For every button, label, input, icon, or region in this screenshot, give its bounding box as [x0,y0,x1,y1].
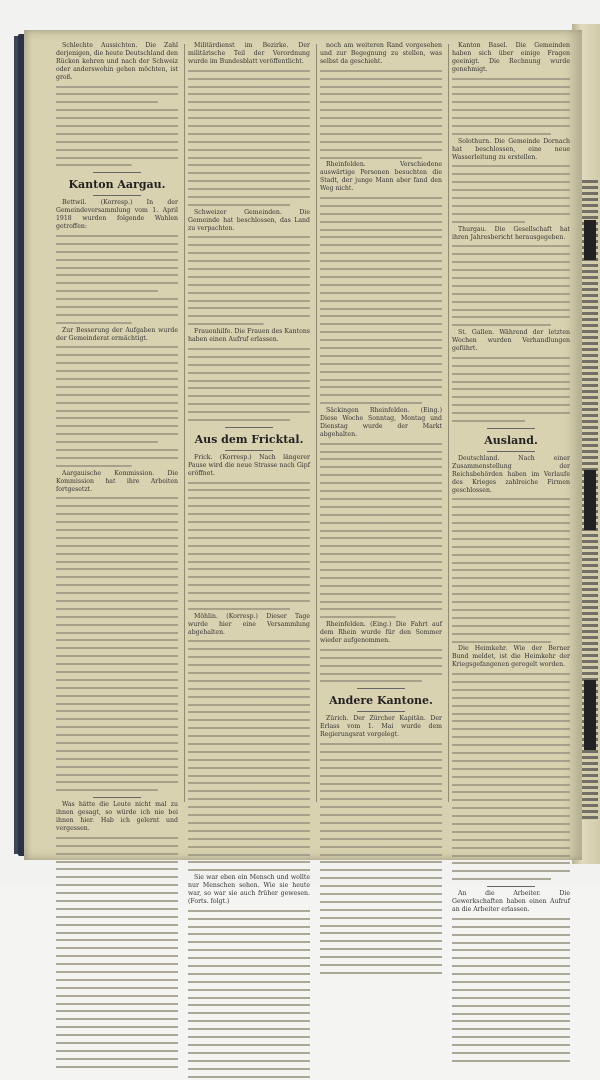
column-4 [452,42,570,913]
section-heading: Andere Kantone. [329,694,433,708]
section-heading: Ausland. [484,433,538,447]
divider [487,451,534,452]
article-text: Solothurn. Die Gemeinde Dornach hat beschlossen, eine neue Wasserleitung zu erstellen. [452,137,570,161]
column-rule [316,44,317,802]
article-text: Zur Besserung der Aufgaben wurde der Gemeinderat ermächtigt. [56,326,178,342]
divider [93,797,142,798]
article-text: Säckingen Rheinfelden. (Eing.) Diese Woche Sonntag, Montag und Dienstag wurde der Markt abgehalten. [320,407,442,438]
article-text: Kanton Basel. Die Gemeinden haben sich über einige Fragen geeinigt. Die Rechnung wurde genehmigt. [452,42,570,73]
article-text: Schweizer Gemeinden. Die Gemeinde hat beschlossen, das Land zu verpachten. [188,208,310,232]
divider [225,450,274,451]
facing-page-ad-block [584,680,596,750]
article-text: Deutschland. Nach einer Zusammenstellung der Reichsbehörden haben im Verlaufe des Krieges zahlreiche Firmen geschlossen. [452,454,570,494]
divider [357,711,406,712]
article-text: Die Heimkehr. Wie der Berner Bund meldet, ist die Heimkehr der Kriegsgefangenen geregelt worden. [452,645,570,669]
article-text: Sie war eben ein Mensch und wollte nur Menschen sehen. Wie sie heute war, so war sie auch früher gewesen. (Forts. folgt.) [188,874,310,905]
article-text: Bettwil. (Korresp.) In der Gemeindeversammlung vom 1. April 1918 wurden folgende Wahlen getroffen: [56,199,178,231]
divider [487,428,534,429]
section-heading: Kanton Aargau. [68,178,166,192]
article-text: Militärdienst im Bezirke. Der militärische Teil der Verordnung wurde im Bundesblatt veröffentlicht. [188,42,310,65]
facing-page-ad-block [584,220,596,260]
article-text: Schlechte Aussichten. Die Zahl derjenigen, die heute Deutschland den Rücken kehren und nach der Schweiz oder anderswohin gehen möchten, ist groß. [56,42,178,81]
article-text: Aargauische Kommission. Die Kommission hat ihre Arbeiten fortgesetzt. [56,469,178,493]
article-text: noch am weiteren Rand vorgesehen und zur Begegnung zu stellen, was selbst da geschieht. [320,42,442,65]
column-rule [184,44,185,802]
article-text: Thurgau. Die Gesellschaft hat ihren Jahresbericht herausgegeben. [452,225,570,241]
column-3 [320,42,442,802]
article-text: An die Arbeiter. Die Gewerkschaften haben einen Aufruf an die Arbeiter erlassen. [452,890,570,913]
divider [93,195,142,196]
divider [93,172,142,173]
facing-page-ad-block [584,470,596,530]
divider [487,886,534,887]
article-text: St. Gallen. Während der letzten Wochen wurden Verhandlungen geführt. [452,329,570,353]
divider [357,688,406,689]
article-text: Möhlin. (Korresp.) Dieser Tage wurde hier eine Versammlung abgehalten. [188,612,310,636]
article-text: Rheinfelden. Verschiedene auswärtige Personen besuchten die Stadt, der junge Mann aber fand den Weg nicht. [320,161,442,193]
article-text: Frauenhilfe. Die Frauen des Kantons haben einen Aufruf erlassen. [188,328,310,344]
column-rule [448,44,449,802]
divider [225,427,274,428]
section-heading: Aus dem Fricktal. [194,432,304,446]
column-2 [188,42,310,905]
column-1 [56,42,178,832]
article-text: Frick. (Korresp.) Nach längerer Pause wird die neue Strasse nach Gipf eröffnet. [188,453,310,477]
article-text: Rheinfelden. (Eing.) Die Fahrt auf dem Rhein wurde für den Sommer wieder aufgenommen. [320,621,442,644]
article-text: Was hätte die Leute nicht mal zu ihnen gesagt, so würde ich nie bei ihnen hier. Hab ich gelernt und vergessen. [56,801,178,832]
article-text: Zürich. Der Zürcher Kapitän. Der Erlass vom 1. Mai wurde dem Regierungsrat vorgelegt. [320,715,442,739]
